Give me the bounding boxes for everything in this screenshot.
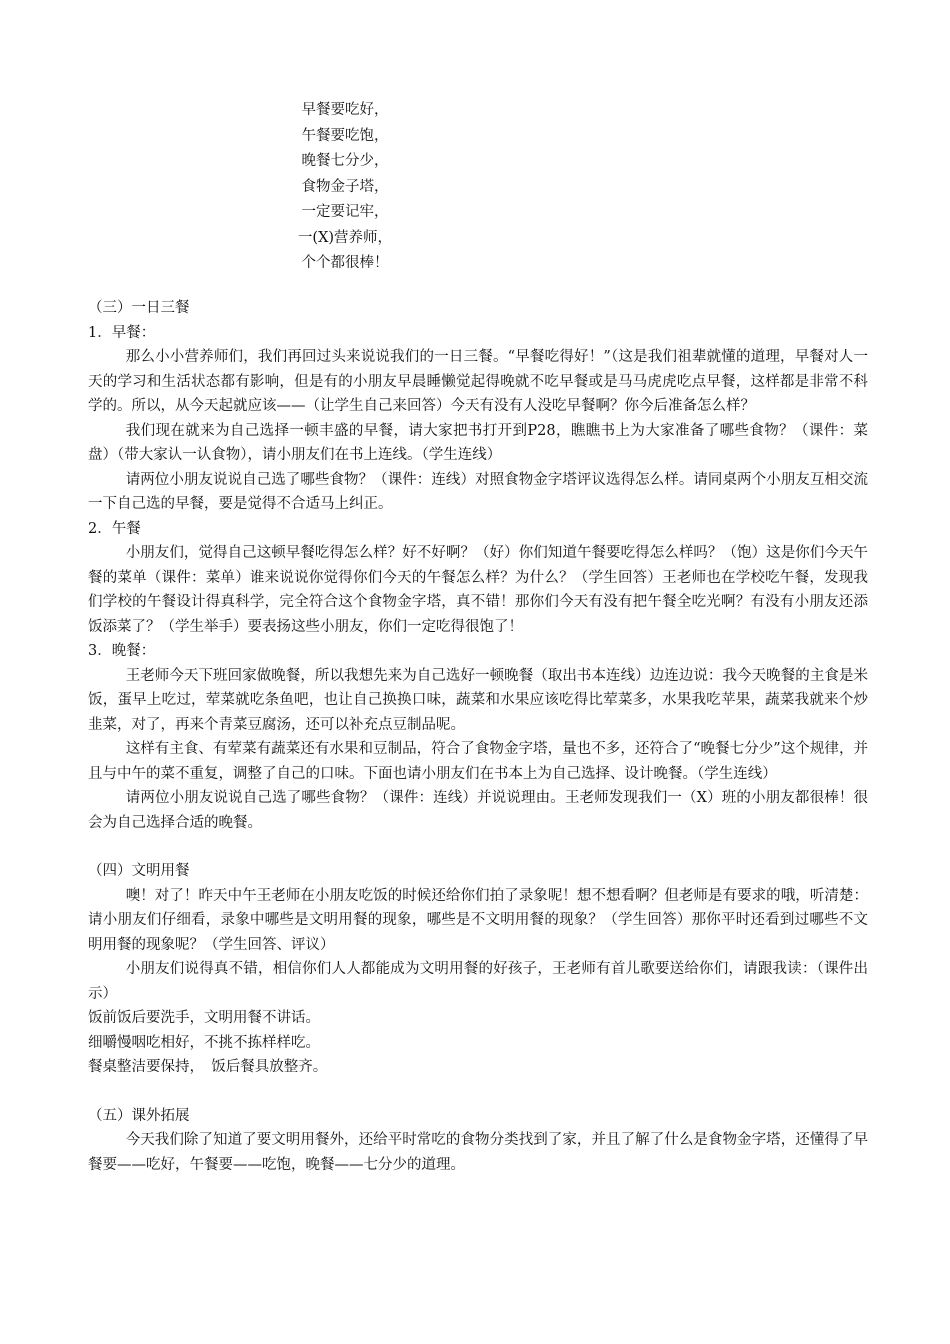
rhyme-line: 餐桌整洁要保持， 饭后餐具放整齐。	[88, 1059, 328, 1075]
paragraph: 王老师今天下班回家做晚餐，所以我想先来为自己选好一顿晚餐（取出书本连线）边连边说：我今天晚餐的主食是米饭，蛋早上吃过，荤菜就吃条鱼吧，也让自己换换口味，蔬菜和水果应该吃得比荤菜多，水果我吃苹果，蔬菜我就来个炒韭菜，对了，再来个青菜豆腐汤，还可以补充点豆制品呢。	[88, 667, 868, 733]
spacer	[88, 835, 868, 859]
paragraph: 请两位小朋友说说自己选了哪些食物？（课件：连线）并说说理由。王老师发现我们一（X）班的小朋友都很棒！很会为自己选择合适的晚餐。	[88, 790, 868, 831]
nutrition-poem	[285, 98, 405, 277]
paragraph: 噢！对了！昨天中午王老师在小朋友吃饭的时候还给你们拍了录象呢！想不想看啊？但老师是有要求的哦，听清楚：请小朋友们仔细看，录象中哪些是文明用餐的现象，哪些是不文明用餐的现象？（学生回答）那你平时还看到过哪些不文明用餐的现象呢？（学生回答、评议）	[88, 887, 868, 953]
paragraph: 今天我们除了知道了要文明用餐外，还给平时常吃的食物分类找到了家，并且了解了什么是食物金字塔，还懂得了早餐要——吃好，午餐要——吃饱，晚餐——七分少的道理。	[88, 1132, 868, 1173]
subheading-dinner: 3．晚餐：	[88, 643, 156, 659]
lesson-body	[88, 296, 868, 1177]
paragraph: 我们现在就来为自己选择一顿丰盛的早餐，请大家把书打开到P28，瞧瞧书上为大家准备了哪些食物？（课件：菜盘）（带大家认一认食物），请小朋友们在书上连线。（学生连线）	[88, 422, 868, 463]
subheading-breakfast: 1．早餐：	[88, 324, 156, 341]
poem-line: 午餐要吃饱，	[301, 127, 389, 144]
rhyme-line: 饭前饭后要洗手，文明用餐不讲话。	[88, 1010, 320, 1026]
poem-line: 晚餐七分少，	[301, 153, 389, 169]
paragraph: 小朋友们，觉得自己这顿早餐吃得怎么样？好不好啊？（好）你们知道午餐要吃得怎么样吗？（饱）这是你们今天午餐的菜单（课件：菜单）谁来说说你觉得你们今天的午餐怎么样？为什么？（学生回答）王老师也在学校吃午餐，发现我们学校的午餐设计得真科学，完全符合这个食物金字塔，真不错！那你们今天有没有把午餐全吃光啊？有没有小朋友还添饭添菜了？（学生举手）要表扬这些小朋友，你们一定吃得很饱了！	[88, 545, 868, 635]
section-heading-three-meals: （三）一日三餐	[88, 300, 190, 316]
subheading-lunch: 2．午餐	[88, 520, 141, 537]
poem-line: 一(X)营养师，	[297, 229, 393, 246]
poem-line: 个个都很棒！	[301, 255, 389, 271]
poem-line: 食物金子塔，	[301, 178, 389, 195]
spacer	[88, 1080, 868, 1104]
paragraph: 请两位小朋友说说自己选了哪些食物？（课件：连线）对照食物金字塔评议选得怎么样。请同桌两个小朋友互相交流一下自己选的早餐，要是觉得不合适马上纠正。	[88, 471, 868, 512]
poem-line: 一定要记牢，	[301, 204, 389, 220]
paragraph: 那么小小营养师们，我们再回过头来说说我们的一日三餐。“早餐吃得好！”（这是我们祖辈就懂的道理，早餐对人一天的学习和生活状态都有影响，但是有的小朋友早晨睡懒觉起得晚就不吃早餐或是马马虎虎吃点早餐，这样都是非常不科学的。所以，从今天起就应该——（让学生自己来回答）今天有没有人没吃早餐啊？你今后准备怎么样？	[88, 349, 868, 414]
paragraph: 小朋友们说得真不错，相信你们人人都能成为文明用餐的好孩子，王老师有首儿歌要送给你们，请跟我读：（课件出示）	[88, 961, 868, 1002]
paragraph: 这样有主食、有荤菜有蔬菜还有水果和豆制品，符合了食物金字塔，量也不多，还符合了“晚餐七分少”这个规律，并且与中午的菜不重复，调整了自己的口味。下面也请小朋友们在书本上为自己选择、设计晚餐。（学生连线）	[88, 741, 868, 782]
poem-line: 早餐要吃好，	[301, 102, 389, 118]
section-heading-extension: （五）课外拓展	[88, 1107, 190, 1124]
rhyme-line: 细嚼慢咽吃相好，不挑不拣样样吃。	[88, 1034, 320, 1051]
section-heading-civilized-dining: （四）文明用餐	[88, 863, 190, 879]
